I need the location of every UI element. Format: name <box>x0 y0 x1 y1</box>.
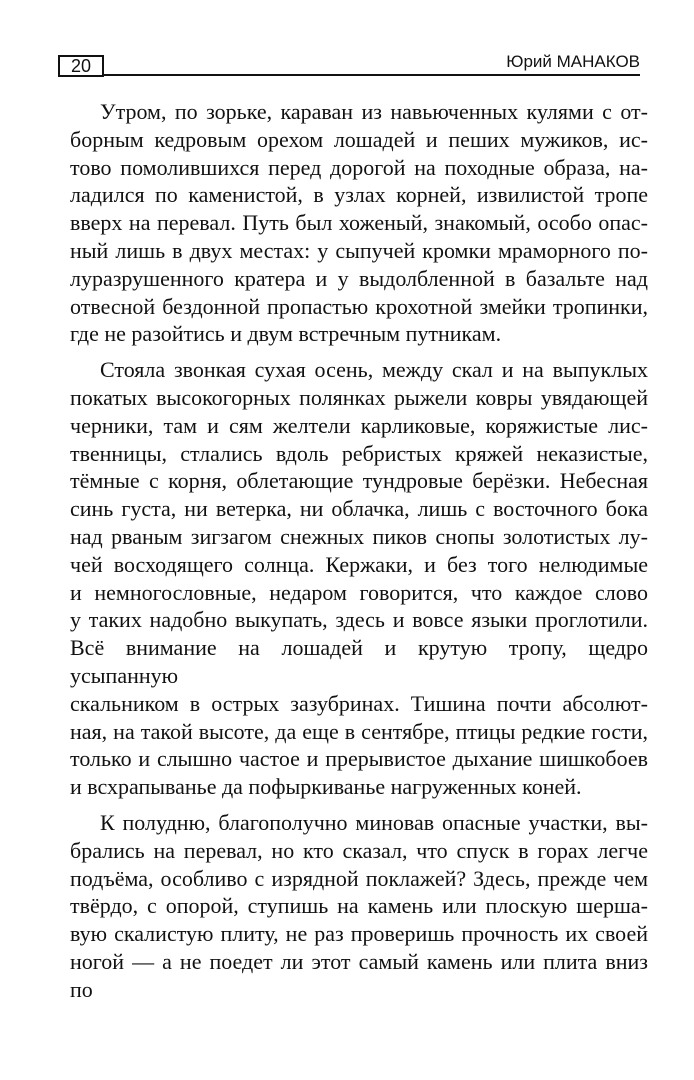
text-line: вверх на перевал. Путь был хоженый, знакомый, особо опас- <box>70 210 648 236</box>
running-head-author: Юрий МАНАКОВ <box>506 52 640 71</box>
text-line: ная, на такой высоте, да еще в сентябре, птицы редкие гости, <box>70 718 648 744</box>
paragraph <box>70 809 648 1004</box>
text-line: Утром, по зорьке, караван из навьюченных кулями с от- <box>100 99 648 124</box>
text-line: ладился по каменистой, в узлах корней, извилистой тропе <box>70 182 648 208</box>
text-line: чей восходящего солнца. Кержаки, и без того нелюдимые <box>70 551 648 577</box>
text-line: твёрдо, с опорой, ступишь на камень или плоскую шерша- <box>70 893 648 919</box>
text-line: синь густа, ни ветерка, ни облачка, лишь с восточного бока <box>70 496 648 522</box>
text-line: борным кедровым орехом лошадей и пеших мужиков, ис- <box>70 126 648 152</box>
text-line: отвесной бездонной пропастью крохотной змейки тропинки, <box>70 293 648 319</box>
text-line: ный лишь в двух местах: у сыпучей кромки мраморного по- <box>70 237 648 263</box>
page-number: 20 <box>58 55 104 77</box>
text-line: над рваным зигзагом снежных пиков снопы золотистых лу- <box>70 523 648 549</box>
text-line: вую скалистую плиту, не раз проверишь прочность их своей <box>70 921 648 947</box>
body-text <box>70 98 648 1012</box>
text-line: черники, там и сям желтели карликовые, коряжистые лис- <box>70 412 648 438</box>
header-rule <box>104 74 640 76</box>
running-header <box>58 50 640 78</box>
text-line: и всхрапыванье да пофыркиванье нагруженных коней. <box>70 774 582 800</box>
text-line: подъёма, особливо с изрядной поклажей? Здесь, прежде чем <box>70 865 648 891</box>
text-line: Стояла звонкая сухая осень, между скал и на выпуклых <box>100 357 648 383</box>
text-line: К полудню, благополучно миновав опасные участки, вы- <box>100 809 648 835</box>
text-line: ногой — а не поедет ли этот самый камень или плита вниз по <box>70 948 648 1002</box>
text-line: и немногословные, недаром говорится, что каждое слово <box>70 579 648 605</box>
text-line: твенницы, стлались вдоль ребристых кряжей неказистые, <box>70 440 648 466</box>
text-line: только и слышно частое и прерывистое дыхание шишкобоев <box>70 746 648 772</box>
text-line: у таких надобно выкупать, здесь и вовсе языки проглотили. <box>70 607 648 633</box>
text-line: покатых высокогорных полянках рыжели ковры увядающей <box>70 384 648 410</box>
text-line: брались на перевал, но кто сказал, что спуск в горах легче <box>70 837 648 863</box>
text-line: где не разойтись и двум встречным путникам. <box>70 321 502 347</box>
text-line: Всё внимание на лошадей и крутую тропу, щедро усыпанную <box>70 635 648 688</box>
paragraph <box>70 356 648 801</box>
text-line: тово помолившихся перед дорогой на походные образа, на- <box>70 154 648 180</box>
text-line: скальником в острых зазубринах. Тишина почти абсолют- <box>70 690 648 716</box>
paragraph <box>70 98 648 348</box>
text-line: луразрушенного кратера и у выдолбленной в базальте над <box>70 265 648 291</box>
text-line: тёмные с корня, облетающие тундровые берёзки. Небесная <box>70 468 648 494</box>
